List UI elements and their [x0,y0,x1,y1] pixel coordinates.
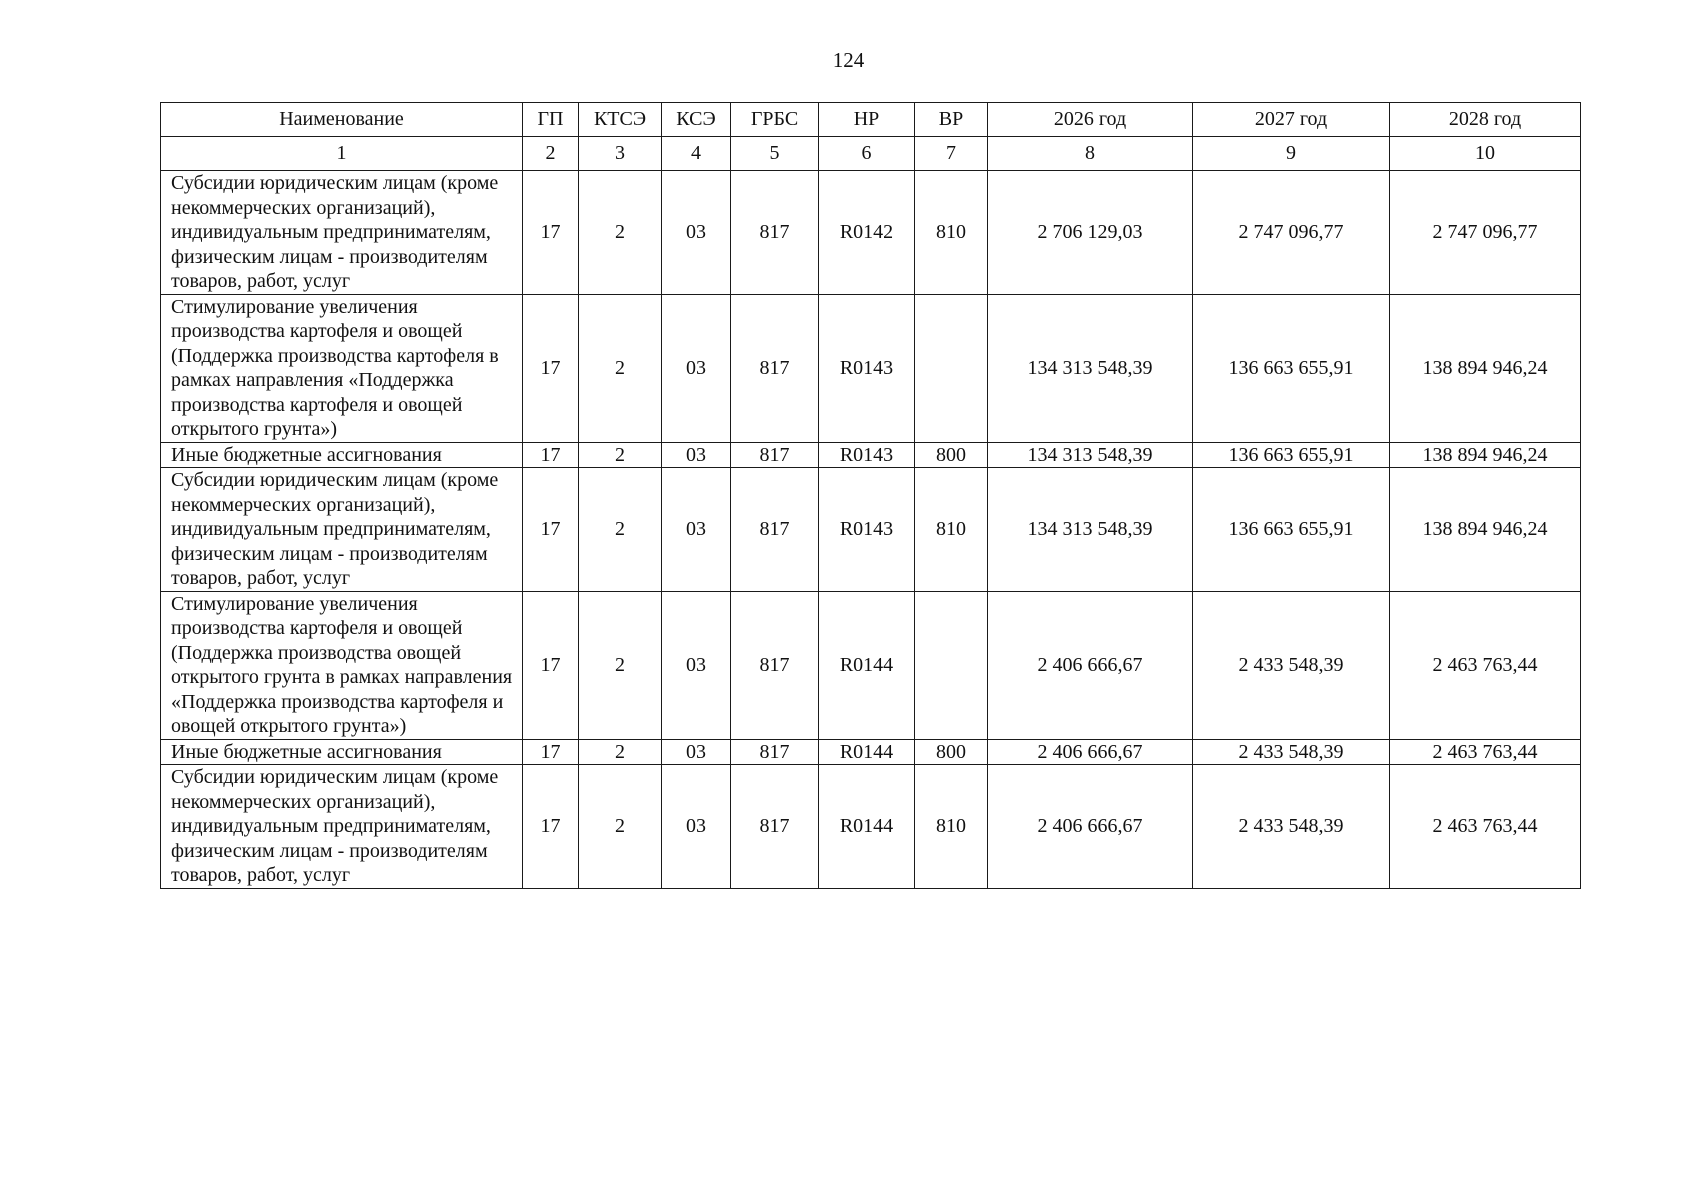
cell-ktse: 2 [579,591,662,739]
cell-2026: 2 406 666,67 [988,765,1193,889]
cell-ktse: 2 [579,442,662,468]
cell-2027: 136 663 655,91 [1193,442,1390,468]
cell-2026: 134 313 548,39 [988,294,1193,442]
table-row [161,765,1581,889]
cell-2028: 2 463 763,44 [1390,739,1581,765]
table-row [161,442,1581,468]
cell-2026: 2 406 666,67 [988,591,1193,739]
cell-nr: R0144 [819,765,915,889]
column-number: 1 [161,137,523,171]
cell-kse: 03 [662,468,731,592]
header-name: Наименование [161,103,523,137]
header-vr: ВР [915,103,988,137]
page-number: 124 [832,48,865,72]
cell-vr: 810 [915,171,988,295]
cell-vr: 810 [915,765,988,889]
cell-2027: 2 747 096,77 [1193,171,1390,295]
cell-ktse: 2 [579,171,662,295]
cell-2028: 138 894 946,24 [1390,468,1581,592]
column-number: 10 [1390,137,1581,171]
cell-nr: R0142 [819,171,915,295]
table-row [161,739,1581,765]
cell-kse: 03 [662,591,731,739]
cell-gp: 17 [523,739,579,765]
cell-vr [915,591,988,739]
header-gp: ГП [523,103,579,137]
cell-vr: 800 [915,442,988,468]
cell-2027: 2 433 548,39 [1193,739,1390,765]
cell-nr: R0144 [819,591,915,739]
cell-2026: 2 706 129,03 [988,171,1193,295]
row-name: Стимулирование увеличения производства картофеля и овощей (Поддержка производства овощей открытого грунта в рамках направления «Поддержка производства картофеля и овощей открытого грунта») [161,591,523,739]
cell-gp: 17 [523,468,579,592]
cell-grbs: 817 [731,591,819,739]
cell-ktse: 2 [579,739,662,765]
cell-ktse: 2 [579,765,662,889]
cell-kse: 03 [662,739,731,765]
cell-grbs: 817 [731,294,819,442]
header-2026: 2026 год [988,103,1193,137]
cell-nr: R0144 [819,739,915,765]
cell-gp: 17 [523,765,579,889]
cell-kse: 03 [662,171,731,295]
row-name: Иные бюджетные ассигнования [161,442,523,468]
cell-2027: 136 663 655,91 [1193,294,1390,442]
row-name: Субсидии юридическим лицам (кроме некоммерческих организаций), индивидуальным предпринимателям, физическим лицам - производителям товаров, работ, услуг [161,468,523,592]
header-kse: КСЭ [662,103,731,137]
table-row [161,468,1581,592]
cell-kse: 03 [662,442,731,468]
header-2027: 2027 год [1193,103,1390,137]
table-row [161,171,1581,295]
cell-2028: 138 894 946,24 [1390,442,1581,468]
cell-grbs: 817 [731,765,819,889]
budget-table [160,102,1581,889]
column-number: 4 [662,137,731,171]
cell-gp: 17 [523,442,579,468]
cell-vr [915,294,988,442]
cell-2027: 136 663 655,91 [1193,468,1390,592]
cell-2026: 134 313 548,39 [988,468,1193,592]
cell-grbs: 817 [731,442,819,468]
cell-2026: 134 313 548,39 [988,442,1193,468]
cell-gp: 17 [523,591,579,739]
cell-2028: 2 463 763,44 [1390,765,1581,889]
row-name: Субсидии юридическим лицам (кроме некоммерческих организаций), индивидуальным предпринимателям, физическим лицам - производителям товаров, работ, услуг [161,765,523,889]
cell-gp: 17 [523,171,579,295]
column-number: 9 [1193,137,1390,171]
row-name: Иные бюджетные ассигнования [161,739,523,765]
cell-2028: 2 463 763,44 [1390,591,1581,739]
cell-nr: R0143 [819,294,915,442]
header-2028: 2028 год [1390,103,1581,137]
cell-ktse: 2 [579,468,662,592]
header-ktse: КТСЭ [579,103,662,137]
cell-2026: 2 406 666,67 [988,739,1193,765]
cell-gp: 17 [523,294,579,442]
column-number: 8 [988,137,1193,171]
cell-2028: 2 747 096,77 [1390,171,1581,295]
row-name: Субсидии юридическим лицам (кроме некоммерческих организаций), индивидуальным предпринимателям, физическим лицам - производителям товаров, работ, услуг [161,171,523,295]
table-row [161,294,1581,442]
cell-nr: R0143 [819,468,915,592]
cell-grbs: 817 [731,171,819,295]
cell-kse: 03 [662,765,731,889]
header-nr: НР [819,103,915,137]
column-number-row [161,137,1581,171]
cell-nr: R0143 [819,442,915,468]
cell-2027: 2 433 548,39 [1193,765,1390,889]
cell-grbs: 817 [731,468,819,592]
cell-vr: 800 [915,739,988,765]
cell-grbs: 817 [731,739,819,765]
cell-2027: 2 433 548,39 [1193,591,1390,739]
cell-2028: 138 894 946,24 [1390,294,1581,442]
table-row [161,591,1581,739]
header-grbs: ГРБС [731,103,819,137]
column-number: 6 [819,137,915,171]
header-row [161,103,1581,137]
cell-ktse: 2 [579,294,662,442]
column-number: 2 [523,137,579,171]
column-number: 3 [579,137,662,171]
column-number: 7 [915,137,988,171]
cell-vr: 810 [915,468,988,592]
column-number: 5 [731,137,819,171]
row-name: Стимулирование увеличения производства картофеля и овощей (Поддержка производства картофеля в рамках направления «Поддержка производства картофеля и овощей открытого грунта») [161,294,523,442]
cell-kse: 03 [662,294,731,442]
